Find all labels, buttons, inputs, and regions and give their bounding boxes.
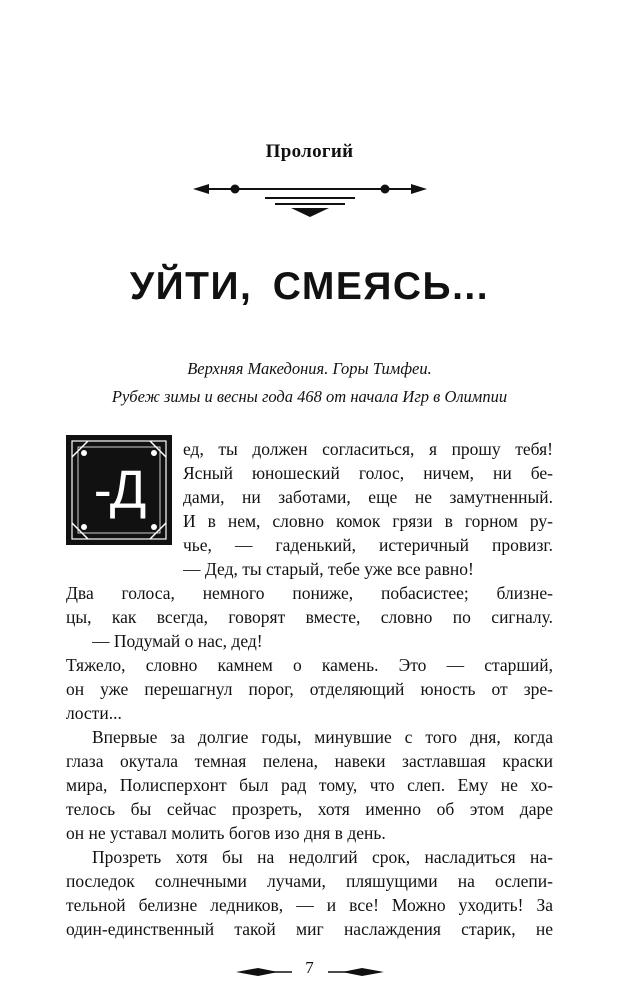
chapter-title: УЙТИ, СМЕЯСЬ... (129, 265, 490, 308)
text-line: последок солнечными лучами, пляшущими на ослепи- (66, 871, 553, 891)
text-line: — Подумай о нас, дед! (92, 631, 263, 651)
text-line: чье, — гаденький, истеричный провизг. (183, 535, 553, 555)
epigraph-line: Рубеж зимы и весны года 468 от начала Игр в Олимпии (111, 387, 508, 406)
text-line: ед, ты должен согласиться, я прошу тебя! (183, 439, 553, 459)
text-line: Впервые за долгие годы, минувшие с того дня, когда (92, 727, 553, 747)
text-line: мира, Полисперхонт был рад тому, что слеп. Ему не хо- (66, 775, 553, 795)
text-line: дами, ни заботами, еще не замутненный. (183, 487, 553, 507)
text-line: тельной белизне ледников, — и все! Можно уходить! За (66, 895, 553, 915)
text-line: глаза окутала темная пелена, навеки застлавшая краски (66, 751, 553, 771)
text-line: Тяжело, словно камнем о камень. Это — старший, (66, 655, 553, 675)
chapter-label: Прологий (265, 141, 354, 162)
epigraph-line: Верхняя Македония. Горы Тимфеи. (187, 359, 432, 378)
text-line: И в нем, словно комок грязи в горном ру- (183, 511, 553, 531)
text-line: он не уставал молить богов изо дня в день. (66, 823, 386, 843)
text-line: Ясный юношеский голос, ничем, ни бе- (183, 463, 553, 483)
text-line: один-единственный такой миг наслаждения старик, не (66, 919, 553, 939)
text-line: телось бы сейчас прозреть, хотя именно об этом даре (66, 799, 553, 819)
text-line: он уже перешагнул порог, отделяющий юность от зре- (66, 679, 553, 699)
text-line: лости... (66, 703, 122, 723)
page-number: 7 (305, 958, 314, 977)
text-line: Два голоса, немного пониже, побасистее; близне- (66, 583, 553, 603)
chapter-ornament (193, 178, 427, 218)
text-line: цы, как всегда, говорят вместе, словно по сигналу. (66, 607, 553, 627)
drop-cap-letter: -Д (93, 460, 145, 520)
text-line: Прозреть хотя бы на недолгий срок, насладиться на- (92, 847, 553, 867)
text-line: — Дед, ты старый, тебе уже все равно! (183, 559, 474, 579)
epigraph (0, 355, 619, 411)
